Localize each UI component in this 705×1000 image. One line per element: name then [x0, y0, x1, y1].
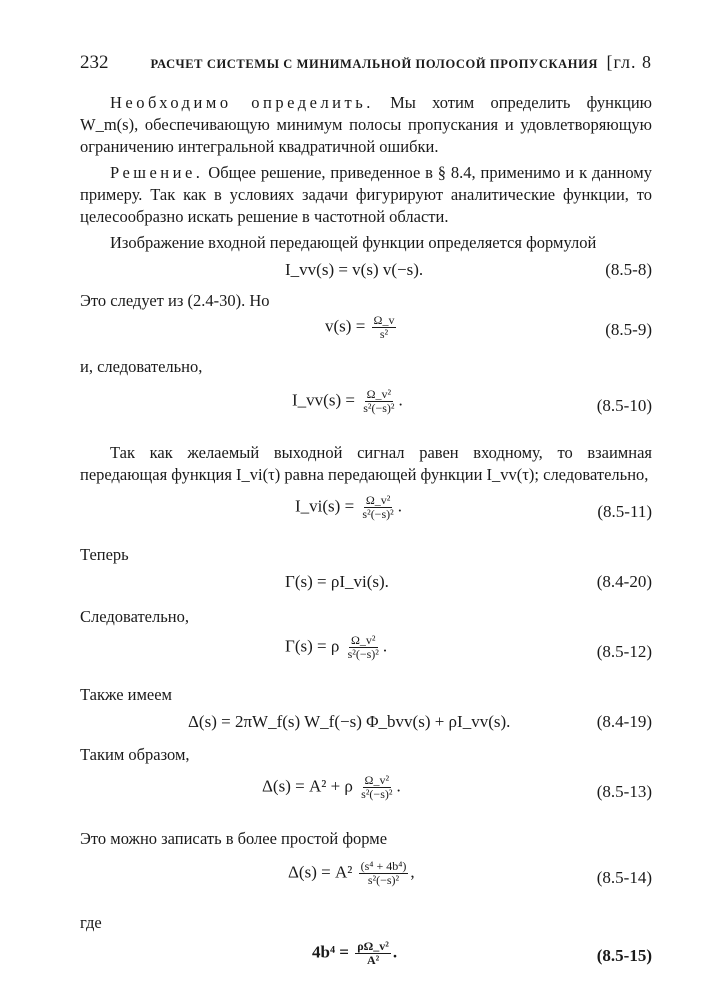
- equation-formula: [288, 860, 415, 887]
- equation-lhs: Γ(s) = ρ: [285, 636, 340, 656]
- equation-formula: Δ(s) = 2πW_f(s) W_f(−s) Φ_bvv(s) + ρI_vv(s).: [188, 712, 511, 731]
- equation-8-5-10: [80, 386, 652, 434]
- fraction: [355, 940, 391, 967]
- numerator: Ω_v²: [350, 633, 376, 647]
- fraction: [359, 860, 409, 887]
- numerator: Ω_v²: [366, 387, 392, 401]
- equation-lhs: 4b⁴ =: [312, 942, 349, 962]
- paragraph-consequently: Следовательно,: [80, 607, 189, 626]
- denominator: s²(−s)²: [362, 507, 394, 521]
- numerator: ρΩ_v²: [357, 939, 389, 953]
- fraction: [359, 774, 394, 801]
- paragraph-thus: Таким образом,: [80, 745, 190, 764]
- equation-8-5-11: [80, 492, 652, 540]
- equation-8-4-19: [80, 710, 652, 738]
- numerator: Ω_v²: [365, 493, 391, 507]
- numerator: Ω_v: [373, 313, 395, 327]
- fraction: [346, 634, 381, 661]
- running-title: РАСЧЕТ СИСТЕМЫ С МИНИМАЛЬНОЙ ПОЛОСОЙ ПРОПУСКАНИЯ: [150, 57, 599, 71]
- paragraph-also-have: Также имеем: [80, 685, 172, 704]
- paragraph-now: Теперь: [80, 545, 129, 564]
- denominator: s²(−s)²: [367, 873, 400, 887]
- equation-8-5-12: [80, 632, 652, 680]
- equation-8-5-8: [80, 258, 652, 286]
- equation-number: (8.4-20): [596, 572, 652, 591]
- equation-8-5-9: [80, 312, 652, 352]
- numerator: (s⁴ + 4b⁴): [360, 859, 407, 873]
- equation-number: (8.5-8): [605, 260, 652, 279]
- problem-lead: Необходимо определить.: [110, 93, 374, 112]
- fraction: [361, 388, 396, 415]
- equation-number: (8.5-15): [596, 946, 652, 965]
- equation-tail: .: [392, 942, 398, 962]
- equation-formula: [292, 388, 403, 415]
- equation-tail: .: [382, 636, 388, 656]
- equation-formula: [325, 314, 398, 341]
- denominator: s²: [379, 327, 389, 341]
- equation-formula: Γ(s) = ρI_vi(s).: [285, 572, 389, 591]
- equation-8-5-13: [80, 772, 652, 822]
- fraction: [372, 314, 397, 341]
- equation-number: (8.5-13): [596, 782, 652, 801]
- equation-tail: .: [396, 776, 401, 796]
- equation-number: (8.5-12): [596, 642, 652, 661]
- denominator: s²(−s)²: [347, 647, 379, 661]
- fraction: [360, 494, 395, 521]
- equation-formula: [312, 940, 397, 967]
- equation-lhs: I_vv(s) =: [292, 390, 355, 410]
- equation-number: (8.5-14): [596, 868, 652, 887]
- equation-lhs: Δ(s) = A² + ρ: [262, 776, 353, 796]
- paragraph-simpler-form: Это можно записать в более простой форме: [80, 829, 388, 848]
- problem-text: Мы хотим определить функцию W_m(s), обеспечивающую минимум полосы пропускания и удовлетворяющую ограничению интегральной квадратичной ошибки.: [80, 93, 652, 156]
- numerator: Ω_v²: [364, 773, 390, 787]
- paragraph-cross-function: Так как желаемый выходной сигнал равен входному, то взаимная передающая функция I_vi(τ) равна передающей функции I_vv(τ); следовательно,: [80, 443, 652, 484]
- equation-formula: [295, 494, 402, 521]
- running-header: [80, 52, 652, 74]
- equation-tail: .: [397, 496, 402, 516]
- paragraph-solution: [80, 162, 652, 228]
- equation-formula: [262, 774, 401, 801]
- equation-number: (8.5-9): [605, 320, 652, 339]
- equation-lhs: v(s) =: [325, 316, 366, 336]
- page-number: 232: [80, 52, 109, 73]
- paragraph-where: где: [80, 913, 102, 932]
- paragraph-follows: Это следует из (2.4-30). Но: [80, 291, 270, 310]
- equation-formula: I_vv(s) = v(s) v(−s).: [285, 260, 424, 279]
- equation-number: (8.5-11): [597, 502, 652, 521]
- paragraph-problem: [80, 92, 652, 158]
- denominator: s²(−s)²: [361, 787, 393, 801]
- equation-lhs: Δ(s) = A²: [288, 862, 353, 882]
- equation-8-5-15: [80, 938, 652, 988]
- equation-number: (8.5-10): [596, 396, 652, 415]
- equation-tail: .: [398, 390, 403, 410]
- chapter-marker: [гл. 8: [606, 52, 652, 72]
- solution-text: Общее решение, приведенное в § 8.4, применимо и к данному примеру. Так как в условиях задачи фигурируют аналитические функции, то целесообразно искать решение в частотной области.: [80, 163, 652, 226]
- paragraph-hence: и, следовательно,: [80, 357, 203, 376]
- solution-lead: Решение.: [110, 163, 204, 182]
- equation-tail: ,: [410, 862, 415, 882]
- paragraph-input-function: Изображение входной передающей функции определяется формулой: [110, 233, 597, 252]
- denominator: A²: [366, 953, 380, 967]
- page: [80, 52, 652, 988]
- equation-formula: [285, 634, 387, 661]
- equation-number: (8.4-19): [596, 712, 652, 731]
- denominator: s²(−s)²: [363, 401, 395, 415]
- equation-8-4-20: [80, 570, 652, 598]
- equation-lhs: I_vi(s) =: [295, 496, 355, 516]
- equation-8-5-14: [80, 858, 652, 912]
